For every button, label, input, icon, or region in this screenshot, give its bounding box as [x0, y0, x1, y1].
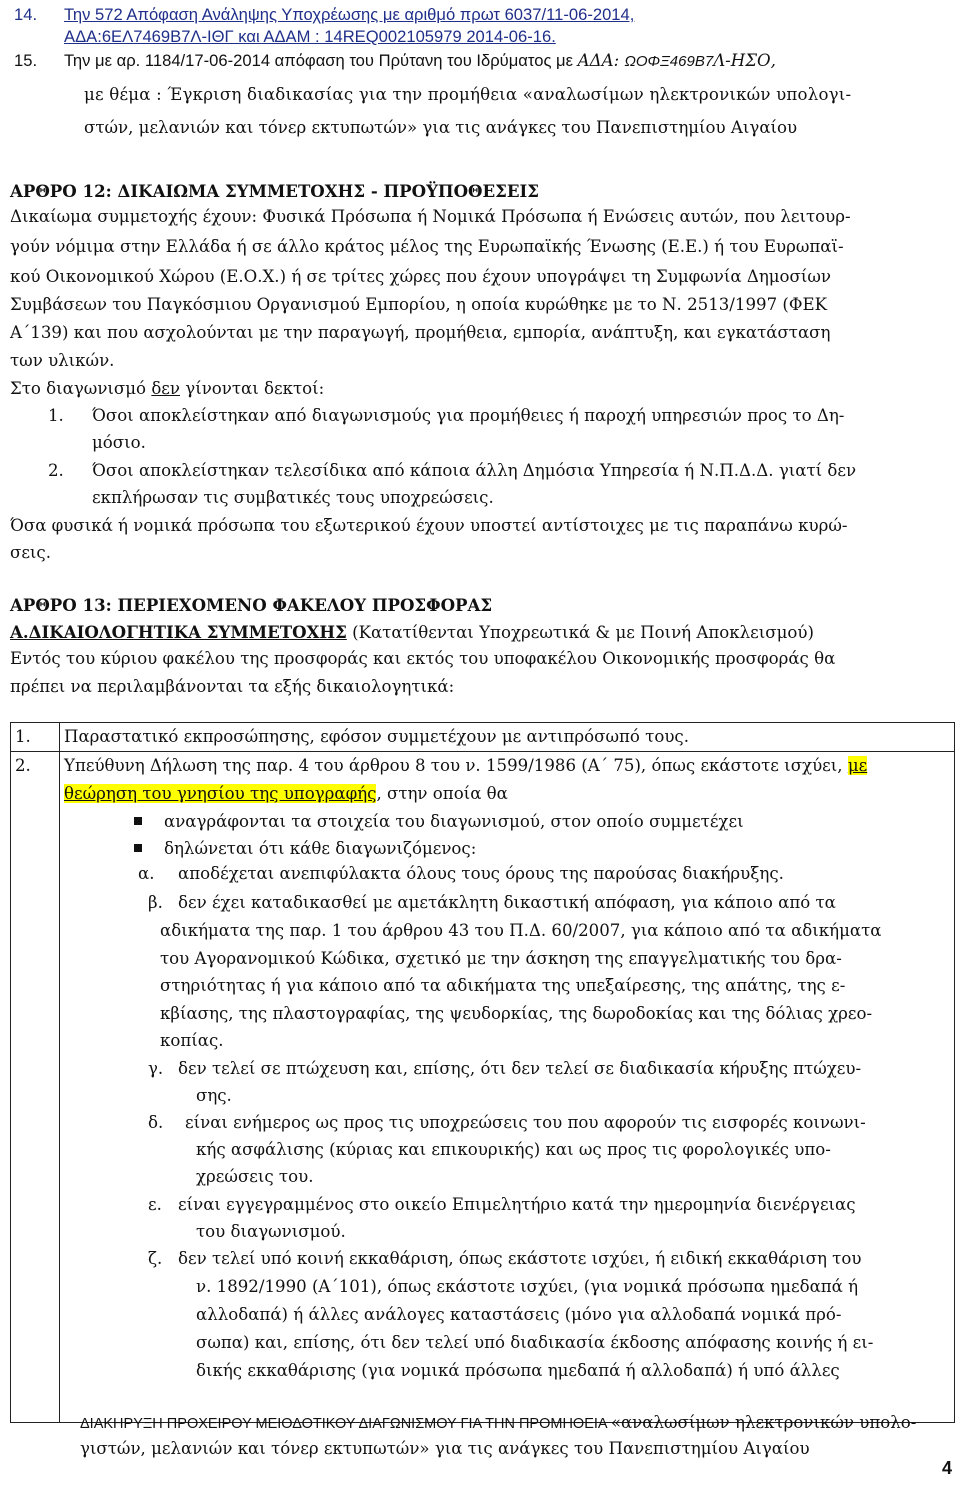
list-item-text[interactable]: ΑΔΑ:6ΕΛ7469Β7Λ-ΙΘΓ και ΑΔΑΜ : 14REQ002105979 2014-06-16. [64, 27, 556, 46]
sub-item-text: δεν τελεί υπό κοινή εκκαθάριση, όπως εκάστοτε ισχύει, ή ειδική εκκαθάριση του [178, 1249, 862, 1268]
paragraph-line: γούν νόμιμα στην Ελλάδα ή σε άλλο κράτος μέλος της Ευρωπαϊκής Ένωσης (Ε.Ε.) ή του Ευρωπαϊ- [10, 237, 844, 256]
page-number: 4 [941, 1458, 952, 1478]
sub-item-text: σης. [196, 1086, 232, 1105]
subsection-heading [10, 621, 814, 644]
paragraph-line [64, 782, 508, 806]
list-item-text: με θέμα : Έγκριση διαδικασίας για την προμήθεια «αναλωσίμων ηλεκτρονικών υπολογι- [84, 85, 852, 104]
paragraph-line: Συμβάσεων του Παγκόσμιου Οργανισμού Εμπορίου, η οποία κυρώθηκε με το Ν. 2513/1997 (ΦΕΚ [10, 295, 827, 314]
table-row [11, 723, 955, 752]
sub-item-text: ν. 1892/1990 (Α΄101), όπως εκάστοτε ισχύει, (για νομικά πρόσωπα ημεδαπά ή [196, 1277, 859, 1296]
paragraph-line: σεις. [10, 543, 51, 562]
text-span: Υπεύθυνη Δήλωση της παρ. 4 του άρθρου 8 του ν. 1599/1986 (Α΄ 75), όπως εκάστοτε ισχύει, [64, 756, 848, 775]
bullet-item [134, 810, 744, 834]
sub-item-label: ζ. [148, 1249, 163, 1268]
paragraph-line: κού Οικονομικού Χώρου (Ε.Ο.Χ.) ή σε τρίτες χώρες που έχουν υπογράψει τη Συμφωνία Δημοσίων [10, 267, 832, 286]
sub-item-text: χρεώσεις του. [196, 1167, 314, 1186]
sub-item-label: α. [138, 864, 155, 883]
text-span: , στην οποία θα [376, 784, 508, 803]
ada-code: ΩΟΦΞ469Β7 [624, 53, 714, 70]
paragraph-line: πρέπει να περιλαμβάνονται τα εξής δικαιολογητικά: [10, 677, 455, 696]
text-span: γίνονται δεκτοί: [180, 379, 325, 398]
list-item-text: εκπλήρωσαν τις συμβατικές τους υποχρεώσεις. [92, 488, 494, 507]
sub-item-text: κής ασφάλισης (κύριας και επικουρικής) και ως προς τις φορολογικές υπο- [196, 1140, 831, 1159]
table-cell-number: 1. [11, 723, 60, 752]
text-span: Την με αρ. 1184/17-06-2014 απόφαση του Πρύτανη του Ιδρύματος με [64, 51, 578, 70]
paragraph-line: Εντός του κύριου φακέλου της προσφοράς και εκτός του υποφακέλου Οικονομικής προσφοράς θα [10, 649, 836, 668]
text-span: Λ-ΗΣΟ, [713, 51, 776, 70]
text-span: ΑΔΑ: [577, 51, 625, 70]
list-item-text[interactable]: Την 572 Απόφαση Ανάληψης Υποχρέωσης με αριθμό πρωτ 6037/11-06-2014, [64, 5, 635, 24]
paragraph-line: των υλικών. [10, 351, 115, 370]
footer-text: ΔΙΑΚΗΡΥΞΗ ΠΡΟΧΕΙΡΟΥ ΜΕΙΟΔΟΤΙΚΟΥ ΔΙΑΓΩΝΙΣΜΟΥ ΓΙΑ ΤΗΝ ΠΡΟΜΗΘΕΙΑ [80, 1416, 611, 1432]
footer-line: γιστών, μελανιών και τόνερ εκτυπωτών» για τις ανάγκες του Πανεπιστημίου Αιγαίου [80, 1439, 810, 1458]
table-cell-text: Παραστατικό εκπροσώπησης, εφόσον συμμετέχουν με αντιπρόσωπό τους. [60, 723, 955, 752]
sub-item-text: είναι ενήμερος ως προς τις υποχρεώσεις του που αφορούν τις εισφορές κοινωνι- [185, 1113, 866, 1132]
square-bullet-icon [134, 844, 142, 852]
sub-item-text: στηριότητας ή για κάποιο από τα αδικήματα της υπεξαίρεσης, της απάτης, της ε- [160, 976, 846, 995]
sub-item-label: γ. [148, 1059, 164, 1078]
list-item-number: 1. [48, 406, 64, 425]
highlighted-text: θεώρηση του γνησίου της υπογραφής [64, 784, 377, 803]
list-item-number: 14. [14, 5, 38, 24]
sub-item-text: κβίασης, της πλαστογραφίας, της ψευδορκίας, της δωροδοκίας και της δόλιας χρεο- [160, 1004, 873, 1023]
sub-item-text: κοπίας. [160, 1031, 224, 1050]
section-heading: ΑΡΘΡΟ 13: ΠΕΡΙΕΧΟΜΕΝΟ ΦΑΚΕΛΟΥ ΠΡΟΣΦΟΡΑΣ [10, 595, 493, 615]
footer-line [80, 1412, 916, 1435]
sub-item-text: δικής εκκαθάρισης (για νομικά πρόσωπα ημεδαπά ή αλλοδαπά) ή υπό άλλες [196, 1361, 840, 1380]
list-item-text: Όσοι αποκλείστηκαν τελεσίδικα από κάποια άλλη Δημόσια Υπηρεσία ή Ν.Π.Δ.Δ. γιατί δεν [92, 461, 857, 480]
footer-text: «αναλωσίμων ηλεκτρονικών υπολο- [610, 1413, 917, 1432]
bullet-text: αναγράφονται τα στοιχεία του διαγωνισμού, στον οποίο συμμετέχει [164, 812, 744, 831]
list-item-text: στών, μελανιών και τόνερ εκτυπωτών» για τις ανάγκες του Πανεπιστημίου Αιγαίου [84, 118, 798, 137]
sub-item-text: δεν τελεί σε πτώχευση και, επίσης, ότι δεν τελεί σε διαδικασία κήρυξης πτώχευ- [178, 1059, 862, 1078]
highlighted-text: με [847, 756, 868, 775]
paragraph-line: Όσα φυσικά ή νομικά πρόσωπα του εξωτερικού έχουν υποστεί αντίστοιχες με τις παραπάνω κυρώ- [10, 516, 848, 535]
square-bullet-icon [134, 817, 142, 825]
list-item-text: Όσοι αποκλείστηκαν από διαγωνισμούς για προμήθειες ή παροχή υπηρεσιών προς το Δη- [92, 406, 845, 425]
sub-item-text: αδικήματα της παρ. 1 του άρθρου 43 του Π.Δ. 60/2007, για κάποιο από τα αδικήματα [160, 921, 882, 940]
sub-item-label: β. [148, 893, 163, 912]
sub-item-text: αλλοδαπά) ή άλλες ανάλογες καταστάσεις (μόνο για αλλοδαπά νομικά πρό- [196, 1305, 842, 1324]
sub-item-text: δεν έχει καταδικασθεί με αμετάκλητη δικαστική απόφαση, για κάποιο από τα [178, 893, 836, 912]
table-cell-number: 2. [11, 752, 60, 1423]
list-item-number: 2. [48, 461, 64, 480]
sub-item-text: είναι εγγεγραμμένος στο οικείο Επιμελητήριο κατά την ημερομηνία διενέργειας [178, 1195, 856, 1214]
sub-item-text: του Αγορανομικού Κώδικα, σχετικό με την άσκηση της επαγγελματικής του δρα- [160, 949, 842, 968]
bullet-text: δηλώνεται ότι κάθε διαγωνιζόμενος: [164, 839, 477, 858]
paragraph-line: Δικαίωμα συμμετοχής έχουν: Φυσικά Πρόσωπα ή Νομικά Πρόσωπα ή Ενώσεις αυτών, που λειτουρ- [10, 207, 851, 226]
paragraph-line [64, 754, 867, 778]
list-item-text: μόσιο. [92, 433, 146, 452]
section-heading: ΑΡΘΡΟ 12: ΔΙΚΑΙΩΜΑ ΣΥΜΜΕΤΟΧΗΣ - ΠΡΟΫΠΟΘΕΣΕΙΣ [10, 181, 540, 201]
sub-item-label: δ. [148, 1113, 164, 1132]
list-item-number: 15. [14, 51, 38, 70]
text-span: Στο διαγωνισμό [10, 379, 152, 398]
sub-item-label: ε. [148, 1195, 162, 1214]
sub-item-text: αποδέχεται ανεπιφύλακτα όλους τους όρους της παρούσας διακήρυξης. [178, 864, 784, 883]
sub-item-text: σωπα) και, επίσης, ότι δεν τελεί υπό διαδικασία έκδοσης απόφασης κοινής ή ει- [196, 1333, 874, 1352]
paragraph-line [10, 378, 324, 400]
subsection-note: (Κατατίθενται Υποχρεωτικά & με Ποινή Αποκλεισμού) [346, 623, 814, 642]
underlined-word: δεν [151, 379, 180, 398]
bullet-item [134, 837, 476, 861]
list-item-text [64, 50, 776, 73]
sub-item-text: του διαγωνισμού. [196, 1222, 346, 1241]
paragraph-line: Α΄139) και που ασχολούνται με την παραγωγή, προμήθεια, εμπορία, ανάπτυξη, και εγκατάσταση [10, 323, 831, 342]
subsection-title: Α.ΔΙΚΑΙΟΛΟΓΗΤΙΚΑ ΣΥΜΜΕΤΟΧΗΣ [10, 622, 347, 642]
